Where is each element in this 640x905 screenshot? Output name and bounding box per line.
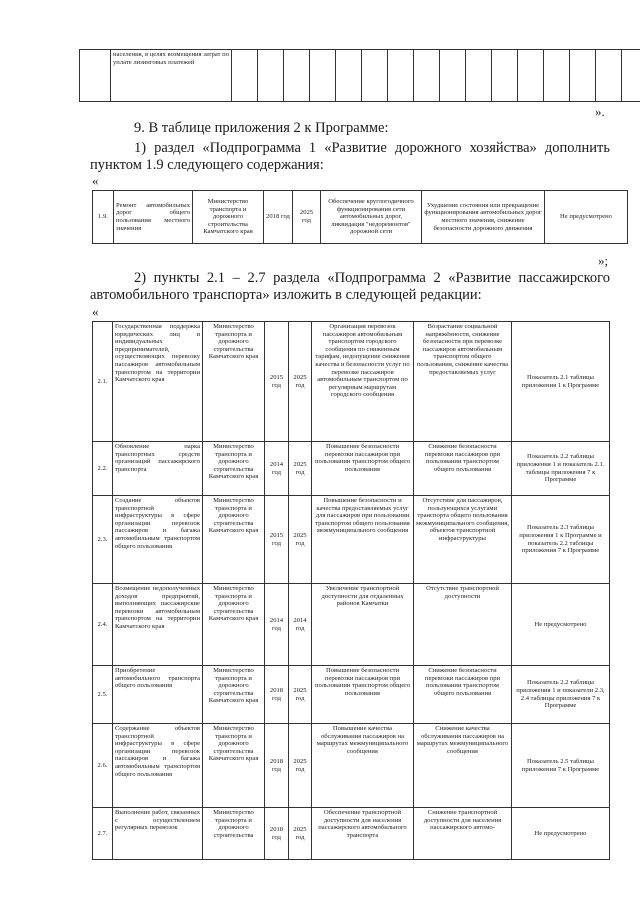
row-name: Приобретение автомобильного транспорта общего пользования xyxy=(113,666,203,724)
row-name: Создание объектов транспортной инфраструктуры в сфере организации перевозок пассажиров и багажа автомобильным транспортом общего пользования xyxy=(113,496,203,584)
row-consequence: Снижение качества обслуживания пассажиров на маршрутах межмуниципального сообщения xyxy=(414,724,512,808)
row-num: 1.9. xyxy=(93,191,114,244)
row-end: 2025 год xyxy=(289,322,312,442)
row-start: 2015 год xyxy=(265,322,289,442)
row-num: 2.7. xyxy=(93,808,113,860)
paragraph-1: 1) раздел «Подпрограмма 1 «Развитие дорожного хозяйства» дополнить пунктом 1.9 следующего содержания: xyxy=(90,140,610,173)
row-link: Не предусмотрено xyxy=(512,808,610,860)
row-end: 2014 год xyxy=(289,584,312,666)
row-name: Ремонт автомобильных дорог общего пользования местного значения xyxy=(114,191,193,244)
row-exec: Министерство транспорта и дорожного строительства Камчатского края xyxy=(193,191,264,244)
row-consequence: Отсутствие транспортной доступности xyxy=(414,584,512,666)
row-start: 2018 год xyxy=(264,191,293,244)
row-name: Выполнение работ, связанных с осуществлением регулярных перевозок xyxy=(113,808,203,860)
row-end: 2025 год xyxy=(289,496,312,584)
row-exec: Министерство транспорта и дорожного строительства Камчатского края xyxy=(203,322,265,442)
row-exec: Министерство транспорта и дорожного строительства Камчатского края xyxy=(203,442,265,496)
row-result: Увеличение транспортной доступности для отдаленных районов Камчатки xyxy=(312,584,414,666)
row-result: Повышение безопасности перевозки пассажиров при пользовании транспортом общего пользования xyxy=(312,666,414,724)
row-consequence: Возрастание социальной напряжённости, снижение безопасности при перевозке пассажиров автомобильным транспортом общего пользования, снижение качества предоставляемых услуг xyxy=(414,322,512,442)
row-num: 2.3. xyxy=(93,496,113,584)
row-exec: Министерство транспорта и дорожного строительства Камчатского края xyxy=(203,496,265,584)
open-quote-2: « xyxy=(92,304,99,319)
row-end: 2025 год xyxy=(289,808,312,860)
top-table-text: населения, в целях возмещения затрат по уплате лизинговых платежей xyxy=(111,50,232,102)
row-start: 2014 год xyxy=(265,584,289,666)
row-num: 2.6. xyxy=(93,724,113,808)
row-exec: Министерство транспорта и дорожного строительства xyxy=(203,808,265,860)
close-quote-2: »; xyxy=(598,253,609,268)
open-quote-1: « xyxy=(92,173,99,188)
row-result: Обеспечение транспортной доступности для населения пассажирского автомобильного транспорта xyxy=(312,808,414,860)
table-row xyxy=(93,442,610,496)
row-result: Повышение безопасности перевозки пассажиров при пользовании транспортом общего пользования xyxy=(312,442,414,496)
row-link: Показатель 2.1 таблицы приложения 1 к Программе xyxy=(512,322,610,442)
row-name: Обновление парка транспортных средств организаций пассажирского транспорта xyxy=(113,442,203,496)
row-end: 2025 год xyxy=(289,724,312,808)
subprogram-2-table xyxy=(92,321,610,860)
row-name: Возмещение недополученных доходов предприятий, выполняющих пассажирские перевозки автомобильным транспортом на территории Камчатского края xyxy=(113,584,203,666)
table-row-1-9 xyxy=(92,190,628,244)
row-link: Не предусмотрено xyxy=(512,584,610,666)
row-num: 2.5. xyxy=(93,666,113,724)
row-link: Показатель 2.5 таблицы приложения 7 к Программе xyxy=(512,724,610,808)
table-row xyxy=(93,496,610,584)
row-exec: Министерство транспорта и дорожного строительства Камчатского края xyxy=(203,724,265,808)
row-result: Повышение безопасности и качества предоставляемых услуг для пассажиров при пользовании транспортом общего пользования межмуниципального сообщения xyxy=(312,496,414,584)
row-consequence: Отсутствие для пассажиров, пользующихся услугами транспорта общего пользования межмуниципального сообщения, объектов транспортной инфраструктуры xyxy=(414,496,512,584)
table-row xyxy=(93,666,610,724)
table-row xyxy=(93,322,610,442)
row-start: 2018 год xyxy=(265,808,289,860)
row-start: 2014 год xyxy=(265,442,289,496)
row-link: Показатель 2.2 таблицы приложения 1 и показатели 2.3, 2.4 таблицы приложения 7 к Программе xyxy=(512,666,610,724)
row-start: 2015 год xyxy=(265,496,289,584)
close-quote-1: ». xyxy=(595,104,605,119)
row-result: Повышение качества обслуживания пассажиров на маршрутах межмуниципального сообщения xyxy=(312,724,414,808)
row-num: 2.2. xyxy=(93,442,113,496)
row-name: Содержание объектов транспортной инфраструктуры в сфере организации перевозок пассажиров и багажа автомобильным транспортом общего пользования xyxy=(113,724,203,808)
row-end: 2025 год xyxy=(293,191,321,244)
row-num: 2.4. xyxy=(93,584,113,666)
row-consequence: Снижение транспортной доступности для населения пассажирского автомо- xyxy=(414,808,512,860)
row-start: 2018 год xyxy=(265,724,289,808)
paragraph-9: 9. В таблице приложения 2 к Программе: xyxy=(134,120,389,136)
row-result: Организация перевозок пассажиров автомобильным транспортом городского сообщения по сниженным тарифам, недопущение снижения качества и безопасности услуг по перевозке пассажиров автомобильным транспортом по регулярным маршрутам городского сообщения xyxy=(312,322,414,442)
row-num: 2.1. xyxy=(93,322,113,442)
row-link: Не предусмотрено xyxy=(545,191,628,244)
table-row xyxy=(93,584,610,666)
row-name: Государственная поддержка юридических лиц и индивидуальных предпринимателей, осуществляющих перевозку пассажиров автомобильным транспортом на территории Камчатского края xyxy=(113,322,203,442)
row-link: Показатель 2.3 таблицы приложения 1 к Программе и показатель 2.2 таблицы приложения 7 к Программе xyxy=(512,496,610,584)
row-consequence: Ухудшение состояния или прекращение функционирования автомобильных дорог местного значения, снижение безопасности дорожного движения xyxy=(422,191,545,244)
top-table xyxy=(79,49,640,102)
row-start: 2018 год xyxy=(265,666,289,724)
row-consequence: Снижение безопасности перевозки пассажиров при пользовании транспортом общего пользования xyxy=(414,666,512,724)
row-consequence: Снижение безопасности перевозки пассажиров при пользовании транспортом общего пользования xyxy=(414,442,512,496)
row-link: Показатель 2.2 таблицы приложения 1 и показатель 2.1. таблицы приложения 7 к Программе xyxy=(512,442,610,496)
row-exec: Министерство транспорта и дорожного строительства Камчатского края xyxy=(203,584,265,666)
paragraph-2: 2) пункты 2.1 – 2.7 раздела «Подпрограмма 2 «Развитие пассажирского автомобильного транспорта» изложить в следующей редакции: xyxy=(90,270,610,303)
table-row xyxy=(93,724,610,808)
row-result: Обеспечение круглогодичного функционирования сети автомобильных дорог, ликвидация "недоремонтов" дорожной сети xyxy=(321,191,422,244)
row-exec: Министерство транспорта и дорожного строительства Камчатского края xyxy=(203,666,265,724)
row-end: 2025 год xyxy=(289,666,312,724)
row-end: 2025 год xyxy=(289,442,312,496)
table-row xyxy=(93,808,610,860)
